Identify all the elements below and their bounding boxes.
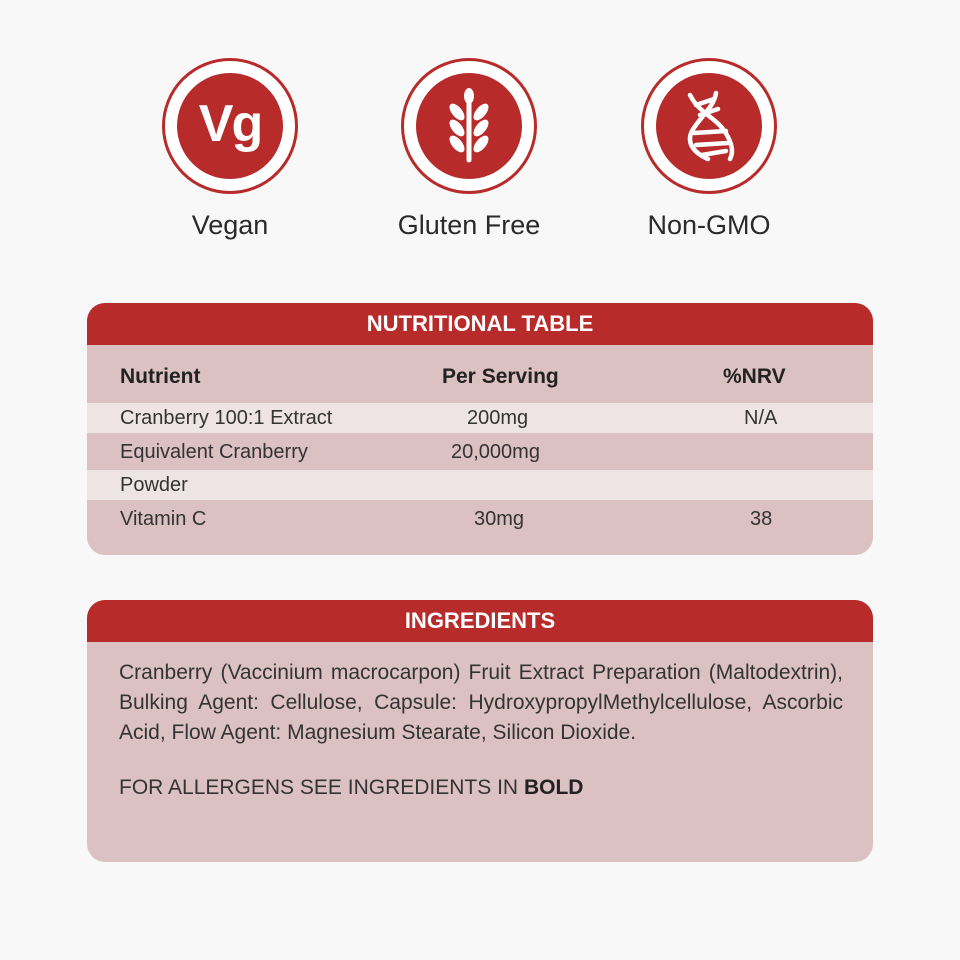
vegan-vg-glyph: Vg <box>198 95 262 153</box>
table-row <box>87 470 873 500</box>
allergen-note-bold: BOLD <box>523 776 584 799</box>
wheat-icon <box>416 73 522 179</box>
cell-nutrient: Powder <box>120 474 188 496</box>
ingredients-panel <box>87 600 873 862</box>
badge-non-gmo <box>589 58 829 241</box>
cell-per-serving: 200mg <box>467 407 529 429</box>
badge-ring <box>641 58 777 194</box>
column-header-nutrient: Nutrient <box>120 365 201 388</box>
badge-ring <box>401 58 537 194</box>
table-row <box>87 403 873 433</box>
cell-nutrient: Cranberry 100:1 Extract <box>120 407 333 429</box>
allergen-note-text: FOR ALLERGENS SEE INGREDIENTS IN <box>119 776 519 799</box>
badge-gluten-free <box>349 58 589 241</box>
table-row <box>87 433 873 470</box>
badge-label-gluten-free: Gluten Free <box>397 210 541 240</box>
cell-nutrient: Vitamin C <box>120 508 207 530</box>
column-header-per-serving: Per Serving <box>442 365 559 388</box>
cell-per-serving: 30mg <box>474 508 525 530</box>
cell-nrv: N/A <box>744 407 778 429</box>
cell-per-serving: 20,000mg <box>451 441 540 463</box>
dna-icon <box>656 73 762 179</box>
ingredients-text: Cranberry (Vaccinium macrocarpon) Fruit Extract Preparation (Maltodextrin), Bulking Agent: Cellulose, Capsule: HydroxypropylMethylcellulose, Ascorbic Acid, Flow Agent: Magnesium Stearate, Silicon Dioxide. <box>119 661 843 744</box>
vegan-vg-icon <box>177 73 283 179</box>
badge-label-vegan: Vegan <box>191 210 269 240</box>
badge-label-non-gmo: Non-GMO <box>647 210 771 240</box>
badge-ring <box>162 58 298 194</box>
table-header-row <box>87 345 873 403</box>
badge-row <box>0 0 960 260</box>
nutritional-table-title: NUTRITIONAL TABLE <box>87 303 873 345</box>
cell-nrv: 38 <box>750 508 773 530</box>
allergen-note <box>87 776 873 800</box>
column-header-nrv: %NRV <box>723 365 786 388</box>
badge-vegan <box>110 58 350 241</box>
cell-nutrient: Equivalent Cranberry <box>120 441 308 463</box>
ingredients-title: INGREDIENTS <box>87 600 873 642</box>
nutritional-table <box>87 303 873 555</box>
table-row <box>87 500 873 540</box>
